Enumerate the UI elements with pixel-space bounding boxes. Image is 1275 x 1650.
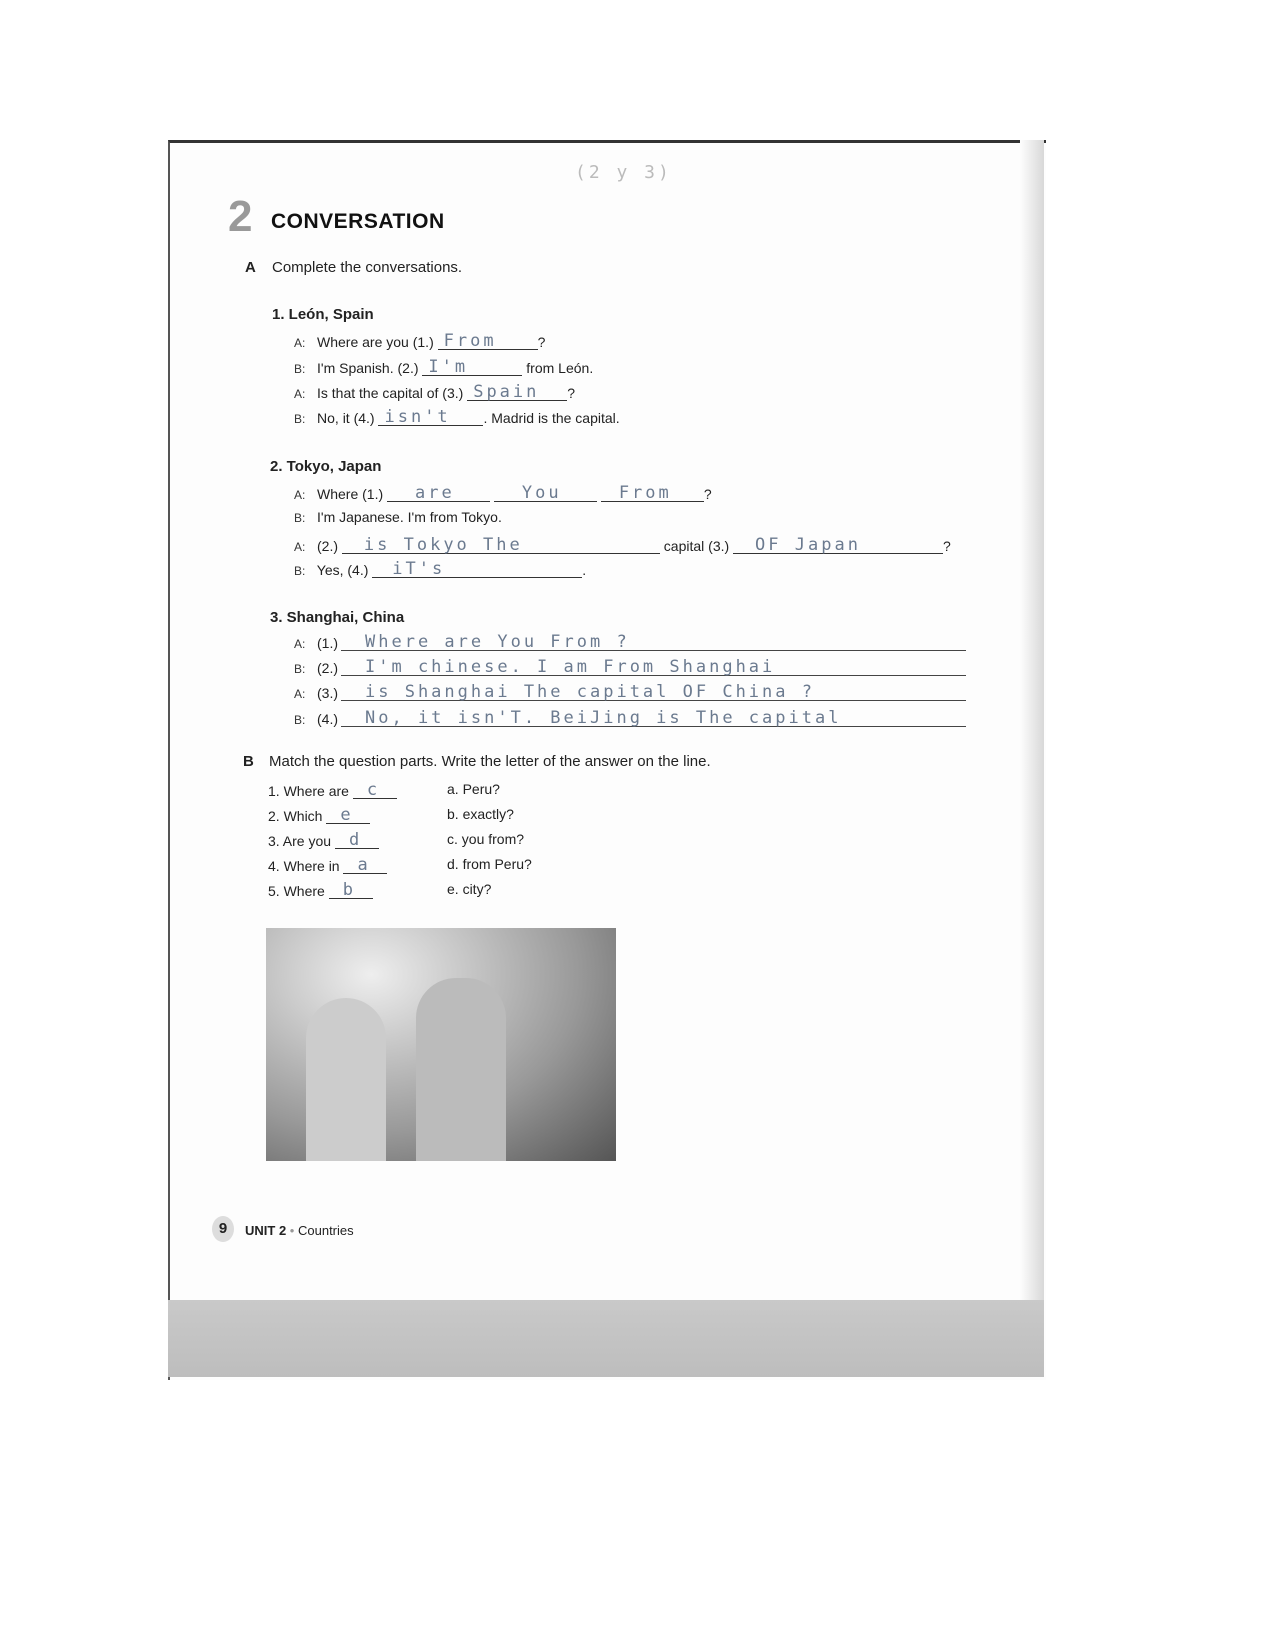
conv2-line2 bbox=[294, 509, 502, 525]
conversation-3-heading: 3. Shanghai, China bbox=[270, 609, 405, 626]
prompt-end: ? bbox=[537, 334, 546, 350]
prompt: (3.) bbox=[317, 685, 339, 701]
conv3-line2-label bbox=[294, 660, 338, 676]
match-option-c: c. you from? bbox=[447, 831, 525, 847]
handwritten-answer: From bbox=[443, 331, 497, 351]
prompt-end: ? bbox=[943, 538, 951, 554]
prompt-end: . bbox=[582, 562, 587, 578]
speaker: B: bbox=[294, 713, 306, 727]
handwritten-answer: iT's bbox=[392, 559, 446, 579]
answer-line[interactable] bbox=[341, 682, 966, 701]
conversation-2-heading: 2. Tokyo, Japan bbox=[270, 458, 382, 475]
page-number: 9 bbox=[212, 1216, 234, 1242]
answer-blank[interactable] bbox=[601, 483, 704, 502]
handwritten-answer: I'm chinese. I am From Shanghai bbox=[365, 657, 776, 677]
match-question-2 bbox=[268, 805, 370, 824]
match-question-4 bbox=[268, 855, 387, 874]
answer-line[interactable] bbox=[341, 657, 966, 676]
question-text: 1. Where are bbox=[268, 783, 349, 799]
handwritten-answer: is Shanghai The capital OF China ? bbox=[365, 682, 815, 702]
handwritten-answer: d bbox=[348, 830, 363, 850]
prompt: I'm Japanese. I'm from Tokyo. bbox=[317, 509, 502, 525]
speaker: B: bbox=[294, 362, 306, 376]
speaker: B: bbox=[294, 412, 306, 426]
handwritten-answer: a bbox=[357, 855, 371, 875]
handwritten-answer: OF Japan bbox=[755, 535, 861, 555]
conv3-line4-label bbox=[294, 711, 338, 727]
speaker: B: bbox=[294, 662, 306, 676]
prompt: (2.) bbox=[317, 538, 339, 554]
prompt: Where are you (1.) bbox=[317, 334, 434, 350]
question-text: 2. Which bbox=[268, 808, 323, 824]
part-b-instruction: Match the question parts. Write the letter of the answer on the line. bbox=[269, 753, 711, 770]
prompt: I'm Spanish. (2.) bbox=[317, 360, 419, 376]
speaker: B: bbox=[294, 564, 306, 578]
prompt: Is that the capital of (3.) bbox=[317, 385, 464, 401]
match-option-d: d. from Peru? bbox=[447, 856, 532, 872]
answer-line[interactable] bbox=[341, 708, 966, 727]
conv2-line3 bbox=[294, 535, 951, 554]
handwritten-answer: From bbox=[618, 483, 672, 503]
answer-blank[interactable] bbox=[335, 830, 379, 849]
photo-two-students bbox=[266, 928, 616, 1161]
answer-blank[interactable] bbox=[378, 407, 483, 426]
prompt-end: from León. bbox=[526, 360, 594, 376]
speaker: A: bbox=[294, 687, 306, 701]
answer-blank[interactable] bbox=[342, 535, 660, 554]
prompt: Where (1.) bbox=[317, 486, 384, 502]
conv1-line2 bbox=[294, 357, 593, 376]
question-text: 4. Where in bbox=[268, 858, 340, 874]
answer-blank[interactable] bbox=[387, 483, 490, 502]
prompt: No, it (4.) bbox=[317, 410, 375, 426]
person-figure bbox=[416, 978, 506, 1161]
answer-line[interactable] bbox=[341, 632, 966, 651]
speaker: B: bbox=[294, 511, 306, 525]
part-a-letter: A bbox=[245, 259, 256, 276]
prompt-end: ? bbox=[703, 486, 712, 502]
handwritten-answer: Where are You From ? bbox=[365, 632, 630, 652]
handwritten-answer: is Tokyo The bbox=[363, 535, 523, 555]
handwritten-answer: are bbox=[415, 483, 455, 503]
prompt-end: . Madrid is the capital. bbox=[483, 410, 620, 426]
handwritten-answer: isn't bbox=[384, 407, 451, 427]
conv1-line3 bbox=[294, 382, 575, 401]
prompt-end: ? bbox=[567, 385, 575, 401]
handwritten-answer: You bbox=[521, 483, 562, 503]
speaker: A: bbox=[294, 387, 306, 401]
conv2-line4 bbox=[294, 559, 586, 578]
match-option-a: a. Peru? bbox=[447, 781, 500, 797]
part-a-instruction: Complete the conversations. bbox=[272, 259, 463, 276]
match-option-b: b. exactly? bbox=[447, 806, 514, 822]
conv2-line1 bbox=[294, 483, 712, 502]
handwritten-answer: I'm bbox=[428, 357, 469, 377]
answer-blank[interactable] bbox=[326, 805, 370, 824]
conv1-line1 bbox=[294, 331, 545, 350]
conversation-1-heading: 1. León, Spain bbox=[272, 306, 374, 323]
footer-unit bbox=[245, 1223, 354, 1238]
prompt-middle: capital (3.) bbox=[663, 538, 730, 554]
handwritten-answer: No, it isn'T. BeiJing is The capital bbox=[365, 708, 842, 728]
speaker: A: bbox=[294, 637, 306, 651]
speaker: A: bbox=[294, 540, 306, 554]
answer-blank[interactable] bbox=[372, 559, 582, 578]
answer-blank[interactable] bbox=[353, 780, 397, 799]
match-question-1 bbox=[268, 780, 397, 799]
conv3-line3-label bbox=[294, 685, 338, 701]
question-text: 5. Where bbox=[268, 883, 325, 899]
handwritten-answer: b bbox=[342, 880, 356, 900]
match-question-3 bbox=[268, 830, 379, 849]
prompt: (2.) bbox=[317, 660, 339, 676]
scan-bottom-band bbox=[168, 1300, 1044, 1377]
unit-label: UNIT 2 bbox=[245, 1223, 287, 1238]
handwritten-answer: Spain bbox=[473, 382, 540, 402]
handwritten-answer: e bbox=[340, 805, 354, 825]
answer-blank[interactable] bbox=[467, 382, 567, 401]
answer-blank[interactable] bbox=[422, 357, 522, 376]
part-b-letter: B bbox=[243, 753, 254, 770]
answer-blank[interactable] bbox=[329, 880, 373, 899]
question-text: 3. Are you bbox=[268, 833, 332, 849]
prompt: Yes, (4.) bbox=[316, 562, 369, 578]
section-number: 2 bbox=[228, 192, 253, 241]
answer-blank[interactable] bbox=[438, 331, 538, 350]
margin-note: (2 y 3) bbox=[575, 162, 672, 183]
speaker: A: bbox=[294, 488, 306, 502]
answer-blank[interactable] bbox=[343, 855, 387, 874]
scan-shadow bbox=[1020, 140, 1044, 1300]
answer-blank[interactable] bbox=[494, 483, 597, 502]
unit-topic: Countries bbox=[297, 1223, 354, 1238]
match-option-e: e. city? bbox=[447, 881, 492, 897]
handwritten-answer: c bbox=[366, 780, 381, 800]
conv1-line4 bbox=[294, 407, 620, 426]
answer-blank[interactable] bbox=[733, 535, 943, 554]
conv3-line1-label bbox=[294, 635, 338, 651]
person-figure bbox=[306, 998, 386, 1161]
prompt: (1.) bbox=[317, 635, 339, 651]
section-title: CONVERSATION bbox=[271, 210, 445, 233]
prompt: (4.) bbox=[317, 711, 339, 727]
separator: • bbox=[289, 1223, 295, 1238]
speaker: A: bbox=[294, 336, 306, 350]
match-question-5 bbox=[268, 880, 373, 899]
